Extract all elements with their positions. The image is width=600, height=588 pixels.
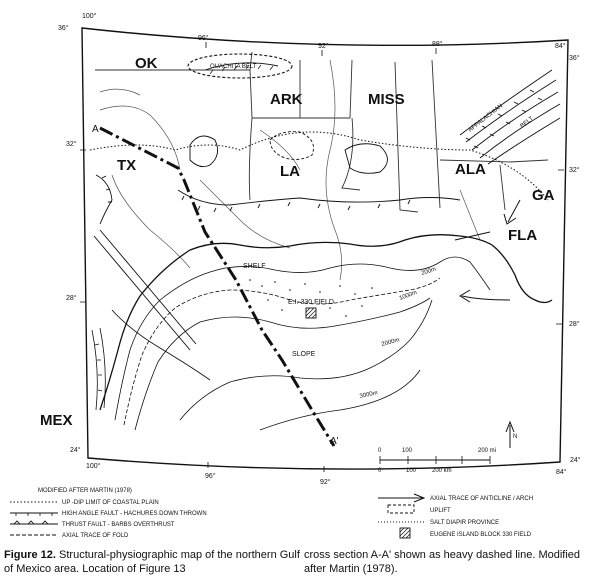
state-label-fla: FLA — [508, 227, 538, 244]
lon-100-bottom-label: 100° — [86, 463, 101, 470]
graticule-ticks — [80, 42, 564, 472]
bathymetric-contours — [115, 257, 490, 430]
contour-200-label: 200m — [420, 266, 437, 277]
state-label-miss: MISS — [368, 91, 405, 108]
legend-thrust-fault: THRUST FAULT - BARBS OVERTHRUST — [62, 522, 175, 528]
lon-84-bottom-label: 84° — [556, 469, 567, 476]
scale-top-200: 200 mi — [478, 448, 497, 454]
lon-88-top-label: 88° — [432, 41, 443, 48]
lat-36-right-label: 36° — [569, 55, 580, 62]
eugene-island-field-marker — [306, 308, 316, 318]
appalachian-thrust-belt — [460, 70, 560, 164]
lon-92-bottom-label: 92° — [320, 479, 331, 486]
lon-100-top-label: 100° — [82, 13, 97, 20]
shelf-label: SHELF — [243, 263, 266, 270]
contour-3000-label: 3000m — [359, 390, 379, 400]
caption-left-text: Structural-physiographic map of the northern Gulf of Mexico area. Location of Figure 13 — [4, 549, 300, 575]
legend-salt-diapir: SALT DIAPIR PROVINCE — [430, 520, 500, 526]
lat-32-left-label: 32° — [66, 141, 77, 148]
lon-96-bottom-label: 96° — [205, 473, 216, 480]
contour-2000-label: 2000m — [380, 337, 401, 348]
scale-0: 0 — [378, 468, 382, 474]
figure-number: Figure 12. — [4, 549, 56, 561]
lon-92-top-label: 92° — [318, 43, 329, 50]
scale-100: 100 — [406, 468, 417, 474]
north-arrow-label: N — [513, 434, 518, 440]
scale-top-0: 0 — [378, 448, 382, 454]
lat-24-right-label: 24° — [570, 457, 581, 464]
state-label-ark: ARK — [270, 91, 303, 108]
lon-84-top-label: 84° — [555, 43, 566, 50]
state-label-ok: OK — [135, 55, 158, 72]
legend-anticline-arch: AXIAL TRACE OF ANTICLINE / ARCH — [430, 496, 534, 502]
legend-uplift: UPLIFT — [430, 508, 451, 514]
state-boundaries — [95, 52, 548, 212]
ouachita-belt-label: OUACHITA BELT — [210, 64, 257, 70]
scale-top-100: 100 — [402, 448, 413, 454]
appalachian-belt-label: BELT — [519, 115, 535, 130]
country-label-mex: MEX — [40, 412, 73, 429]
slope-label: SLOPE — [292, 351, 316, 358]
legend-ei330-field: EUGENE ISLAND BLOCK 330 FIELD — [430, 532, 532, 538]
state-label-tx: TX — [117, 157, 137, 174]
contour-1000-label: 1000m — [398, 289, 418, 302]
figure-caption-left — [4, 548, 300, 576]
state-label-la: LA — [280, 163, 300, 180]
map-frame — [82, 28, 568, 469]
lat-28-right-label: 28° — [569, 321, 580, 328]
legend-right — [378, 494, 424, 538]
texas-structural-lines — [94, 230, 210, 380]
appalachian-label: APPALACHIAN — [467, 103, 504, 134]
lon-96-top-label: 96° — [198, 35, 209, 42]
gulf-coastline — [100, 235, 552, 410]
legend-high-angle-fault: HIGH ANGLE FAULT - HACHURES DOWN THROWN — [62, 511, 207, 517]
figure-caption-right: cross section A-A' shown as heavy dashed line. Modified after Martin (1978). — [304, 549, 581, 575]
scale-200: 200 km — [432, 468, 452, 474]
lat-36-left-label: 36° — [58, 25, 69, 32]
point-a-label: A — [92, 124, 99, 135]
lat-32-right-label: 32° — [569, 167, 580, 174]
state-label-ga: GA — [532, 187, 555, 204]
lat-28-left-label: 28° — [66, 295, 77, 302]
legend-axial-trace-fold: AXIAL TRACE OF FOLD — [62, 533, 129, 539]
ei330-field-label: E.I. 330 FIELD — [288, 299, 334, 306]
scale-bar — [380, 456, 490, 464]
legend-left — [10, 502, 58, 535]
state-label-ala: ALA — [455, 161, 486, 178]
lat-24-left-label: 24° — [70, 447, 81, 454]
legend-modified-note: MODIFIED AFTER MARTIN (1978) — [38, 488, 132, 494]
point-a-prime-label: A' — [330, 436, 339, 447]
legend-coastal-plain-limit: UP -DIP LIMIT OF COASTAL PLAIN — [62, 500, 159, 506]
